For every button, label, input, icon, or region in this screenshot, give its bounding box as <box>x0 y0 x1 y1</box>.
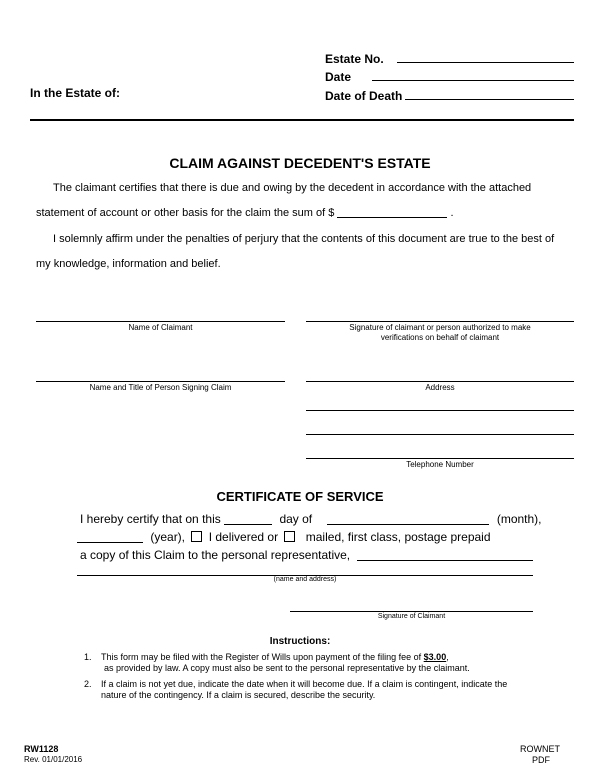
month-text: (month), <box>496 512 542 526</box>
estate-no-field[interactable] <box>397 62 574 63</box>
header-divider <box>30 119 574 121</box>
date-of-death-label: Date of Death <box>325 89 403 103</box>
date-field[interactable] <box>372 80 574 81</box>
page-title: CLAIM AGAINST DECEDENT'S ESTATE <box>169 155 431 171</box>
mailed-text: mailed, first class, postage prepaid <box>305 530 491 544</box>
paragraph-1-line-1: The claimant certifies that there is due and owing by the decedent in accordance with the attached <box>53 182 532 194</box>
telephone-field[interactable] <box>306 458 574 459</box>
address-field-2[interactable] <box>306 410 574 411</box>
name-title-signing-label: Name and Title of Person Signing Claim <box>89 383 232 392</box>
year-text: (year), <box>150 530 186 544</box>
year-field[interactable] <box>77 542 143 543</box>
certificate-title: CERTIFICATE OF SERVICE <box>216 489 384 504</box>
delivered-text: I delivered or <box>208 530 279 544</box>
name-and-address-label: (name and address) <box>273 576 337 583</box>
instructions-title: Instructions: <box>269 636 331 647</box>
instruction-1-line-2: as provided by law. A copy must also be sent to the personal representative by the claimant. <box>104 663 470 673</box>
in-estate-label: In the Estate of: <box>30 86 121 100</box>
instruction-1-text: This form may be filed with the Register of Wills upon payment of the filing fee of <box>101 652 422 662</box>
pdf-label: PDF <box>532 755 550 765</box>
estate-no-label: Estate No. <box>325 52 384 66</box>
instruction-2-line-1: If a claim is not yet due, indicate the date when it will become due. If a claim is contingent, indicate the <box>101 679 508 689</box>
copy-text: a copy of this Claim to the personal representative, <box>80 548 351 562</box>
period: . <box>450 207 454 219</box>
claim-sum-field[interactable] <box>337 217 447 218</box>
date-of-death-field[interactable] <box>405 99 574 100</box>
certificate-line-3 <box>80 548 533 562</box>
instruction-1-line-1 <box>101 652 449 662</box>
filing-fee: $3.00 <box>423 652 447 662</box>
date-label: Date <box>325 70 352 84</box>
name-of-claimant-label: Name of Claimant <box>128 323 193 332</box>
instruction-1-comma: , <box>446 652 449 662</box>
instruction-2-line-2: nature of the contingency. If a claim is secured, describe the security. <box>101 690 376 700</box>
signature-of-claimant-field[interactable] <box>290 611 533 612</box>
telephone-label: Telephone Number <box>406 460 474 469</box>
paragraph-2-line-2: my knowledge, information and belief. <box>36 258 221 270</box>
month-field[interactable] <box>327 524 489 525</box>
paragraph-2-line-1: I solemnly affirm under the penalties of perjury that the contents of this document are true to the best of <box>53 233 555 245</box>
signature-of-claimant-label: Signature of Claimant <box>377 613 446 620</box>
claim-sum-text: statement of account or other basis for the claim the sum of $ <box>36 207 335 219</box>
representative-field[interactable] <box>357 560 533 561</box>
day-field[interactable] <box>224 524 272 525</box>
address-field-3[interactable] <box>306 434 574 435</box>
address-field-1[interactable] <box>306 381 574 382</box>
paragraph-1-line-2 <box>36 207 454 219</box>
instruction-2-number: 2. <box>84 679 92 689</box>
signature-claimant-label-2: verifications on behalf of claimant <box>380 333 500 342</box>
name-title-signing-field[interactable] <box>36 381 285 382</box>
signature-claimant-field[interactable] <box>306 321 574 322</box>
day-of-text: day of <box>279 512 313 526</box>
certificate-line-1 <box>80 512 542 526</box>
delivered-checkbox[interactable] <box>191 531 202 542</box>
name-of-claimant-field[interactable] <box>36 321 285 322</box>
signature-claimant-label-1: Signature of claimant or person authorized to make <box>349 323 531 332</box>
form-id: RW1128 <box>24 744 59 754</box>
address-label: Address <box>425 383 455 392</box>
instruction-1-number: 1. <box>84 652 92 662</box>
revision-date: Rev. 01/01/2016 <box>24 755 83 764</box>
mailed-checkbox[interactable] <box>284 531 295 542</box>
certificate-line-2 <box>77 530 491 544</box>
rownet-label: ROWNET <box>520 744 560 754</box>
certify-text: I hereby certify that on this <box>80 512 221 526</box>
